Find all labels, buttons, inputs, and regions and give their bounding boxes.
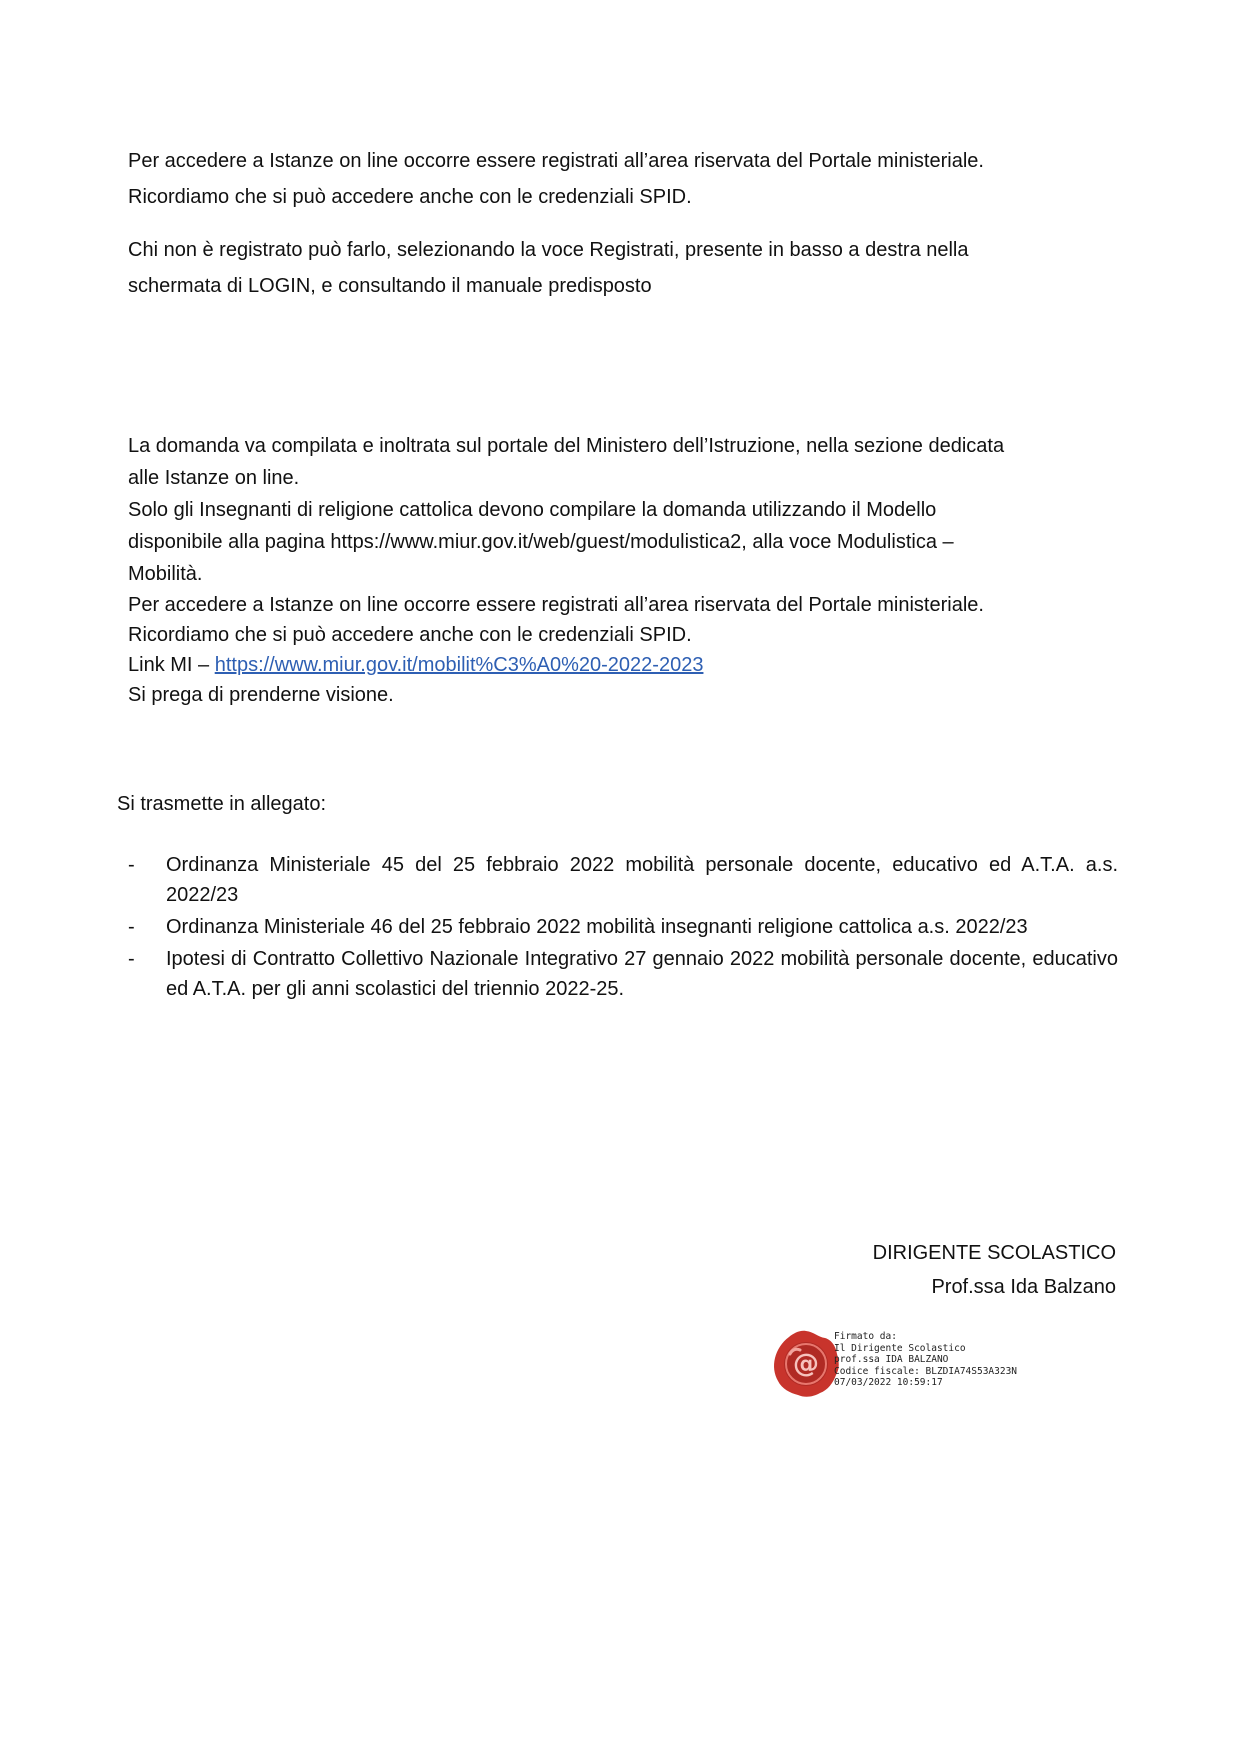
paragraph-line: alle Istanze on line. xyxy=(128,467,300,489)
signature-detail-line: prof.ssa IDA BALZANO xyxy=(834,1354,949,1365)
signature-detail-line: Firmato da: xyxy=(834,1331,897,1342)
list-bullet: - xyxy=(128,916,135,938)
paragraph-line: Si prega di prenderne visione. xyxy=(128,684,394,706)
list-item xyxy=(128,912,1118,942)
paragraph-line: Ricordiamo che si può accedere anche con le credenziali SPID. xyxy=(128,624,692,646)
paragraph-line: schermata di LOGIN, e consultando il manuale predisposto xyxy=(128,275,652,297)
signature-role: DIRIGENTE SCOLASTICO xyxy=(872,1242,1116,1264)
paragraph-line: La domanda va compilata e inoltrata sul portale del Ministero dell’Istruzione, nella sezione dedicata xyxy=(128,435,1005,457)
list-item-text: Ordinanza Ministeriale 45 del 25 febbraio 2022 mobilità personale docente, educativo ed A.T.A. a.s. 2022/23 xyxy=(166,854,1118,906)
paragraph-line: Mobilità. xyxy=(128,563,203,585)
signature-detail-line: Codice fiscale: BLZDIA74S53A323N xyxy=(834,1365,1018,1377)
paragraph-line: disponibile alla pagina https://www.miur.gov.it/web/guest/modulistica2, alla voce Modulistica – xyxy=(128,531,954,553)
list-bullet: - xyxy=(128,854,135,876)
signature-detail-line: 07/03/2022 10:59:17 xyxy=(834,1377,943,1388)
paragraph-line: Ricordiamo che si può accedere anche con le credenziali SPID. xyxy=(128,186,692,208)
link-line xyxy=(128,650,1118,680)
wax-seal-at-icon xyxy=(770,1328,842,1400)
paragraph-application-info xyxy=(128,430,1118,710)
paragraph-line: Solo gli Insegnanti di religione cattolica devono compilare la domanda utilizzando il Modello xyxy=(128,499,937,521)
paragraph-registration-info xyxy=(128,232,1118,304)
list-item xyxy=(128,944,1118,1004)
digital-signature-text xyxy=(834,1331,1017,1389)
paragraph-line: Per accedere a Istanze on line occorre essere registrati all’area riservata del Portale ministeriale. xyxy=(128,594,984,616)
paragraph-line: Per accedere a Istanze on line occorre essere registrati all’area riservata del Portale ministeriale. xyxy=(128,150,984,172)
list-item-text: Ordinanza Ministeriale 46 del 25 febbraio 2022 mobilità insegnanti religione cattolica a.s. 2022/23 xyxy=(166,916,1028,938)
list-item-text: Ipotesi di Contratto Collettivo Nazionale Integrativo 27 gennaio 2022 mobilità personale docente, educativo ed A.T.A. per gli anni scolastici del triennio 2022-25. xyxy=(166,948,1118,1000)
signature-block xyxy=(873,1236,1116,1304)
attachments-list xyxy=(128,850,1118,1006)
attachments-heading: Si trasmette in allegato: xyxy=(117,793,326,815)
paragraph-line: Chi non è registrato può farlo, selezionando la voce Registrati, presente in basso a destra nella xyxy=(128,239,969,261)
signature-name: Prof.ssa Ida Balzano xyxy=(931,1276,1116,1298)
list-item xyxy=(128,850,1118,910)
paragraph-access-info xyxy=(128,143,1118,215)
list-bullet: - xyxy=(128,948,135,970)
link-prefix: Link MI – xyxy=(128,654,215,676)
svg-text:@: @ xyxy=(793,1349,819,1379)
mobility-link[interactable]: https://www.miur.gov.it/mobilit%C3%A0%20-2022-2023 xyxy=(214,654,704,676)
signature-detail-line: Il Dirigente Scolastico xyxy=(834,1342,966,1354)
